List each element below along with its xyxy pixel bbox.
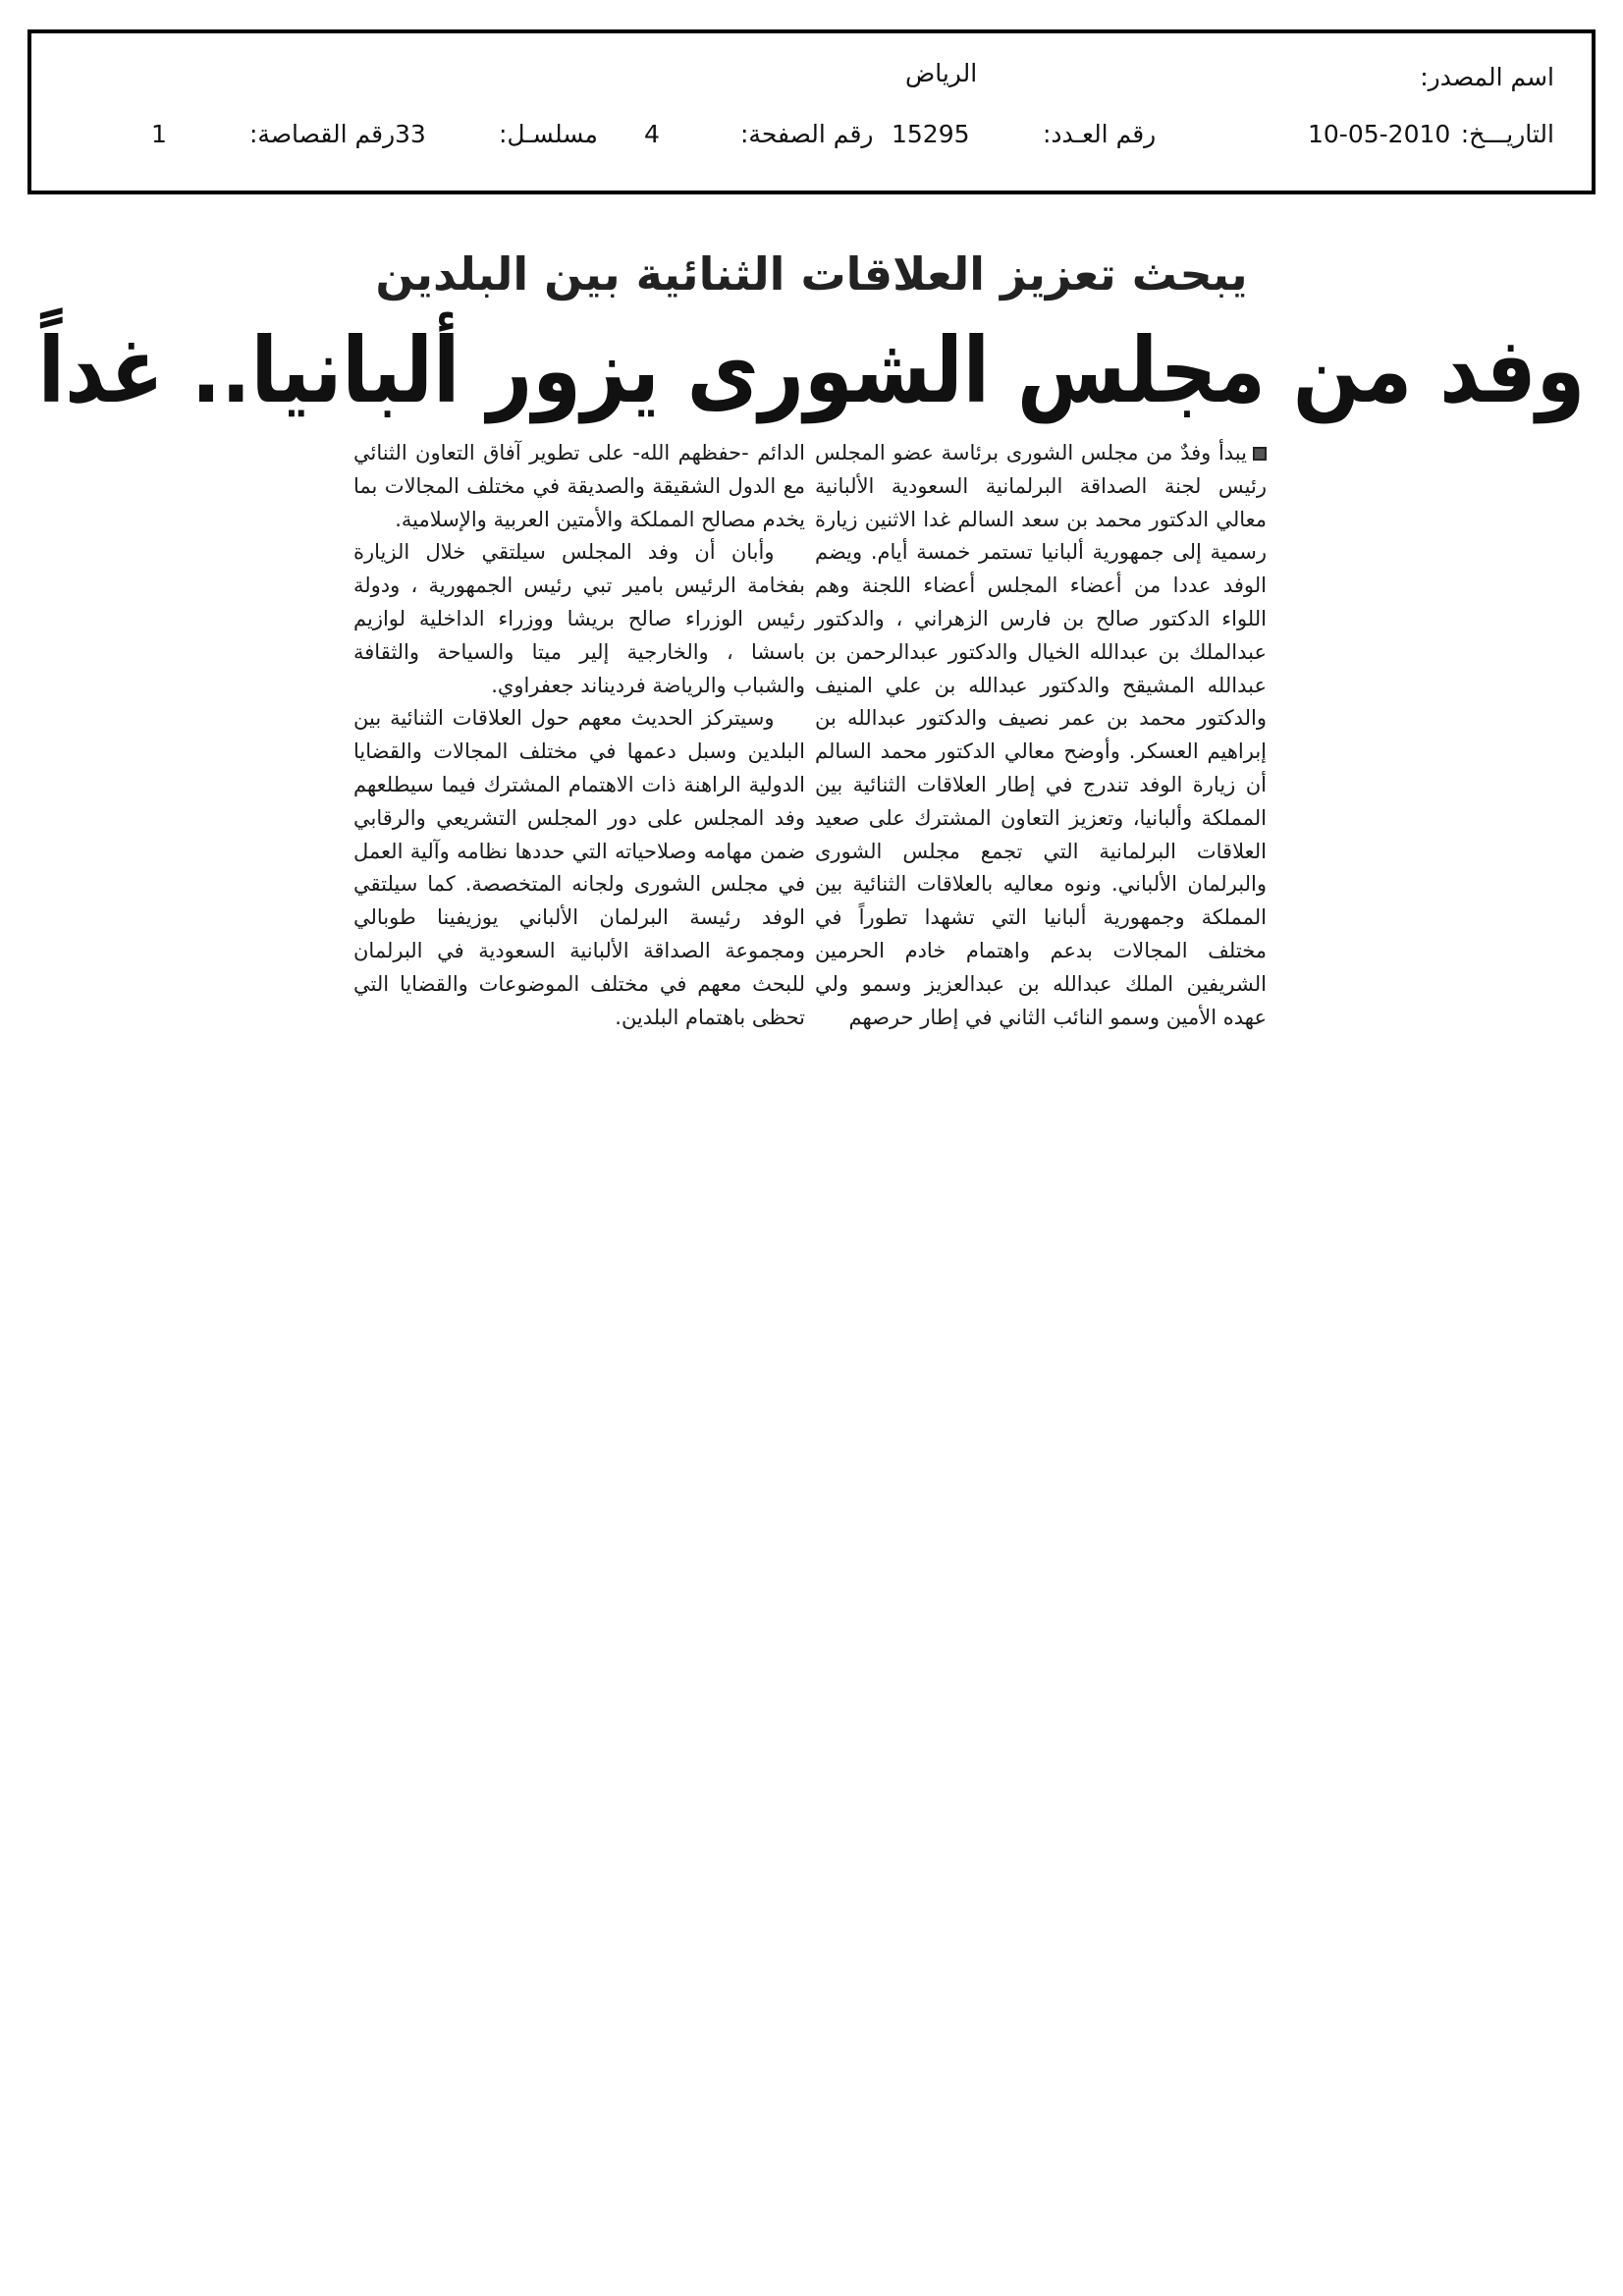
clipping-header-box — [27, 29, 1596, 194]
page-label: رقم الصفحة: — [740, 120, 874, 148]
source-value: الرياض — [905, 59, 978, 87]
article-headline: وفد من مجلس الشورى يزور ألبانيا.. غداً — [37, 318, 1586, 423]
issue-label: رقم العـدد: — [1043, 120, 1157, 148]
serial-value: 33 — [395, 120, 426, 148]
issue-value: 15295 — [892, 120, 970, 148]
article-column-right — [815, 437, 1267, 1034]
paragraph-text: يبدأ وفدٌ من مجلس الشورى برئاسة عضو المجلس رئيس لجنة الصداقة البرلمانية السعودية الألبانية معالي الدكتور محمد بن سعد السالم غدا الاثنين زيارة رسمية إلى جمهورية ألبانيا تستمر خمسة أيام. ويضم الوفد عددا من أعضاء المجلس أعضاء اللجنة وهم اللواء الدكتور صالح بن فارس الزهراني ، والدكتور عبدالملك بن عبدالله الخيال والدكتور عبدالرحمن بن عبدالله المشيقح والدكتور عبدالله بن علي المنيف والدكتور محمد بن عمر نصيف والدكتور عبدالله بن إبراهيم العسكر. وأوضح معالي الدكتور محمد السالم أن زيارة الوفد تندرج في إطار العلاقات الثنائية بين المملكة وألبانيا، وتعزيز التعاون المشترك على صعيد العلاقات البرلمانية التي تجمع مجلس الشورى والبرلمان الألباني. ونوه معاليه بالعلاقات الثنائية بين المملكة وجمهورية ألبانيا التي تشهدا تطوراً في مختلف المجالات بدعم واهتمام خادم الحرمين الشريفين الملك عبدالله بن عبدالعزيز وسمو ولي عهده الأمين وسمو النائب الثاني في إطار حرصهم — [815, 441, 1267, 1029]
article-column-left — [353, 437, 805, 1034]
page-value: 4 — [644, 120, 660, 148]
date-value: 10-05-2010 — [1308, 120, 1451, 148]
source-label: اسم المصدر: — [1420, 63, 1554, 91]
clip-value: 1 — [151, 120, 167, 148]
clip-label: رقم القصاصة: — [249, 120, 396, 148]
square-bullet-icon — [1253, 447, 1267, 461]
date-label: التاريـــخ: — [1460, 120, 1554, 148]
article-paragraph — [815, 437, 1267, 1034]
serial-label: مسلسـل: — [499, 120, 598, 148]
article-paragraph: الدائم -حفظهم الله- على تطوير آفاق التعاون الثنائي مع الدول الشقيقة والصديقة في مختلف المجالات بما يخدم مصالح المملكة والأمتين العربية والإسلامية. — [353, 441, 805, 531]
article-paragraph: وسيتركز الحديث معهم حول العلاقات الثنائية بين البلدين وسبل دعمها في مختلف المجالات والقضايا الدولية الراهنة ذات الاهتمام المشترك فيما سيطلعهم وفد المجلس على دور المجلس التشريعي والرقابي ضمن مهامه وصلاحياته التي حددها نظامه وآلية العمل في مجلس الشورى ولجانه المتخصصة. كما سيلتقي الوفد رئيسة البرلمان الألباني يوزيفينا طوبالي ومجموعة الصداقة الألبانية السعودية في البرلمان للبحث معهم في مختلف الموضوعات والقضايا التي تحظى باهتمام البلدين. — [353, 706, 805, 1029]
article-paragraph: وأبان أن وفد المجلس سيلتقي خلال الزيارة بفخامة الرئيس بامير تبي رئيس الجمهورية ، ودولة رئيس الوزراء صالح بريشا ووزراء الداخلية لوازيم باسشا ، والخارجية إلير ميتا والسياحة والثقافة والشباب والرياضة فرديناند جعفراوي. — [353, 540, 805, 697]
article-subheadline: يبحث تعزيز العلاقات الثنائية بين البلدين — [375, 247, 1248, 301]
